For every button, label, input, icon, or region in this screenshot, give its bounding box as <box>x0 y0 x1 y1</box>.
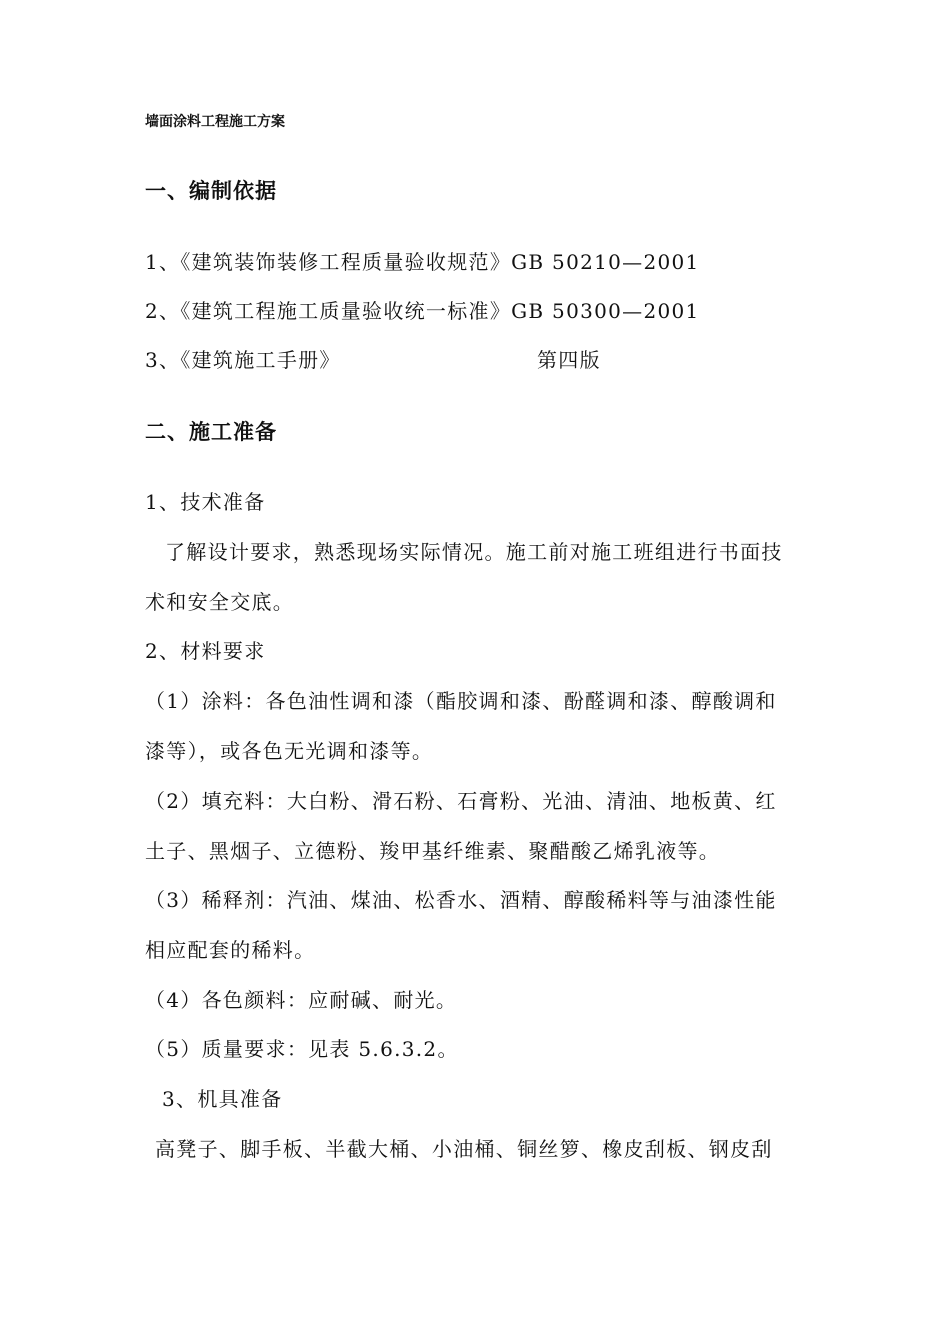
material-item-5: （5）质量要求：见表 5.6.3.2。 <box>145 1037 459 1061</box>
material-item-3-line: 相应配套的稀料。 <box>145 938 316 962</box>
reference-3-title: 3、《建筑施工手册》 <box>145 348 341 372</box>
material-item-1-line: （1）涂料：各色油性调和漆（酯胶调和漆、酚醛调和漆、醇酸调和 <box>145 689 777 713</box>
reference-1: 1、《建筑装饰装修工程质量验收规范》GB 50210—2001 <box>145 250 700 274</box>
section-heading-basis: 一、编制依据 <box>145 179 277 203</box>
subsection-materials-label: 2、材料要求 <box>145 639 266 663</box>
section-heading-preparation: 二、施工准备 <box>145 420 277 444</box>
document-title: 墙面涂料工程施工方案 <box>145 114 285 130</box>
material-item-2-line: （2）填充料：大白粉、滑石粉、石膏粉、光油、清油、地板黄、红 <box>145 789 777 813</box>
subsection-tech-label: 1、技术准备 <box>145 490 266 514</box>
tools-paragraph-line: 高凳子、脚手板、半截大桶、小油桶、铜丝箩、橡皮刮板、钢皮刮 <box>155 1137 773 1161</box>
material-item-3-line: （3）稀释剂：汽油、煤油、松香水、酒精、醇酸稀料等与油漆性能 <box>145 888 777 912</box>
subsection-tools-label: 3、机具准备 <box>162 1087 283 1111</box>
material-item-2-line: 土子、黑烟子、立德粉、羧甲基纤维素、聚醋酸乙烯乳液等。 <box>145 839 721 863</box>
tech-paragraph-line: 了解设计要求，熟悉现场实际情况。施工前对施工班组进行书面技 <box>165 540 783 564</box>
material-item-1-line: 漆等），或各色无光调和漆等。 <box>145 739 434 763</box>
tech-paragraph-line: 术和安全交底。 <box>145 590 295 614</box>
reference-2: 2、《建筑工程施工质量验收统一标准》GB 50300—2001 <box>145 299 700 323</box>
reference-3 <box>145 350 745 370</box>
material-item-4: （4）各色颜料：应耐碱、耐光。 <box>145 988 458 1012</box>
reference-3-edition: 第四版 <box>537 348 601 372</box>
